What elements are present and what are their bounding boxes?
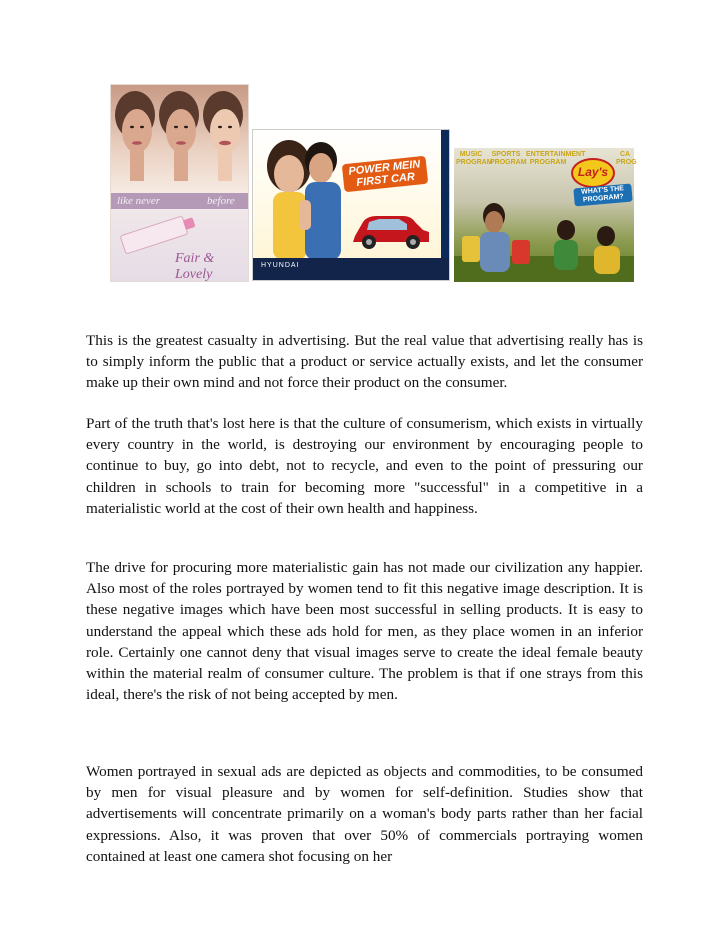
brand-logo: Fair & Lovely <box>175 251 215 282</box>
menu-sports: SPORTS PROGRAM <box>490 151 527 166</box>
menu-more: CA PROG <box>616 151 637 166</box>
couple-illustration <box>259 136 347 260</box>
ad-slogan: WHAT'S THE PROGRAM? <box>573 184 632 207</box>
paragraph-1: This is the greatest casualty in advertising. But the real value that advertising really has is to simply inform the public that a product or service actually exists, and let the consumer make up their own mind and not force their product on the consumer. <box>86 332 643 392</box>
people-illustration <box>454 196 634 282</box>
tagline-right: before <box>207 195 235 207</box>
tagline-band <box>111 193 248 209</box>
ad-footer <box>253 258 449 280</box>
paragraph-2: Part of the truth that's lost here is that the culture of consumerism, which exists in virtually every country in the world, is destroying our environment by encouraging people to continue to buy, go into debt, not to recycle, and even to the point of pressuring our children in schools to train for becoming more "successful" in a competitive in a materialistic world at the cost of their own health and happiness. <box>86 415 643 517</box>
tagline-left: like never <box>117 195 161 207</box>
hyundai-ad-image <box>252 129 450 281</box>
footer-brand: HYUNDAI <box>261 262 300 269</box>
menu-entertainment: ENTERTAINMENT PROGRAM <box>526 151 586 166</box>
fair-and-lovely-ad-image <box>110 84 249 282</box>
paragraph-4: Women portrayed in sexual ads are depicted as objects and commodities, to be consumed by men for visual pleasure and by women for self-definition. Studies show that advertisements will concentrate primarily on a woman's body parts rather than her facial expressions. Also, it was proven that over 50% of commercials portraying women contained at least one camera shot focusing on her <box>86 763 643 865</box>
paragraph-3: The drive for procuring more materialistic gain has not made our civilization any happier. Also most of the roles portrayed by women tend to fit this negative image description. It is these negative images which have been most successful in selling products. It is easy to understand the appeal which these ads hold for men, as they place women in an inferior role. Certainly one cannot deny that visual images serve to create the ideal female beauty within the material realm of consumer culture. The problem is that if one strays from this ideal, there's the risk of not being accepted by men. <box>86 559 643 704</box>
lays-ad-image <box>454 148 637 282</box>
lays-logo: Lay's <box>571 158 615 188</box>
red-car-illustration <box>349 206 433 252</box>
faces-photo <box>111 85 248 193</box>
side-strip <box>441 130 449 258</box>
ad-headline: POWER MEIN FIRST CAR <box>342 156 428 193</box>
three-faces-illustration <box>111 85 248 193</box>
menu-music: MUSIC PROGRAM <box>456 151 493 166</box>
